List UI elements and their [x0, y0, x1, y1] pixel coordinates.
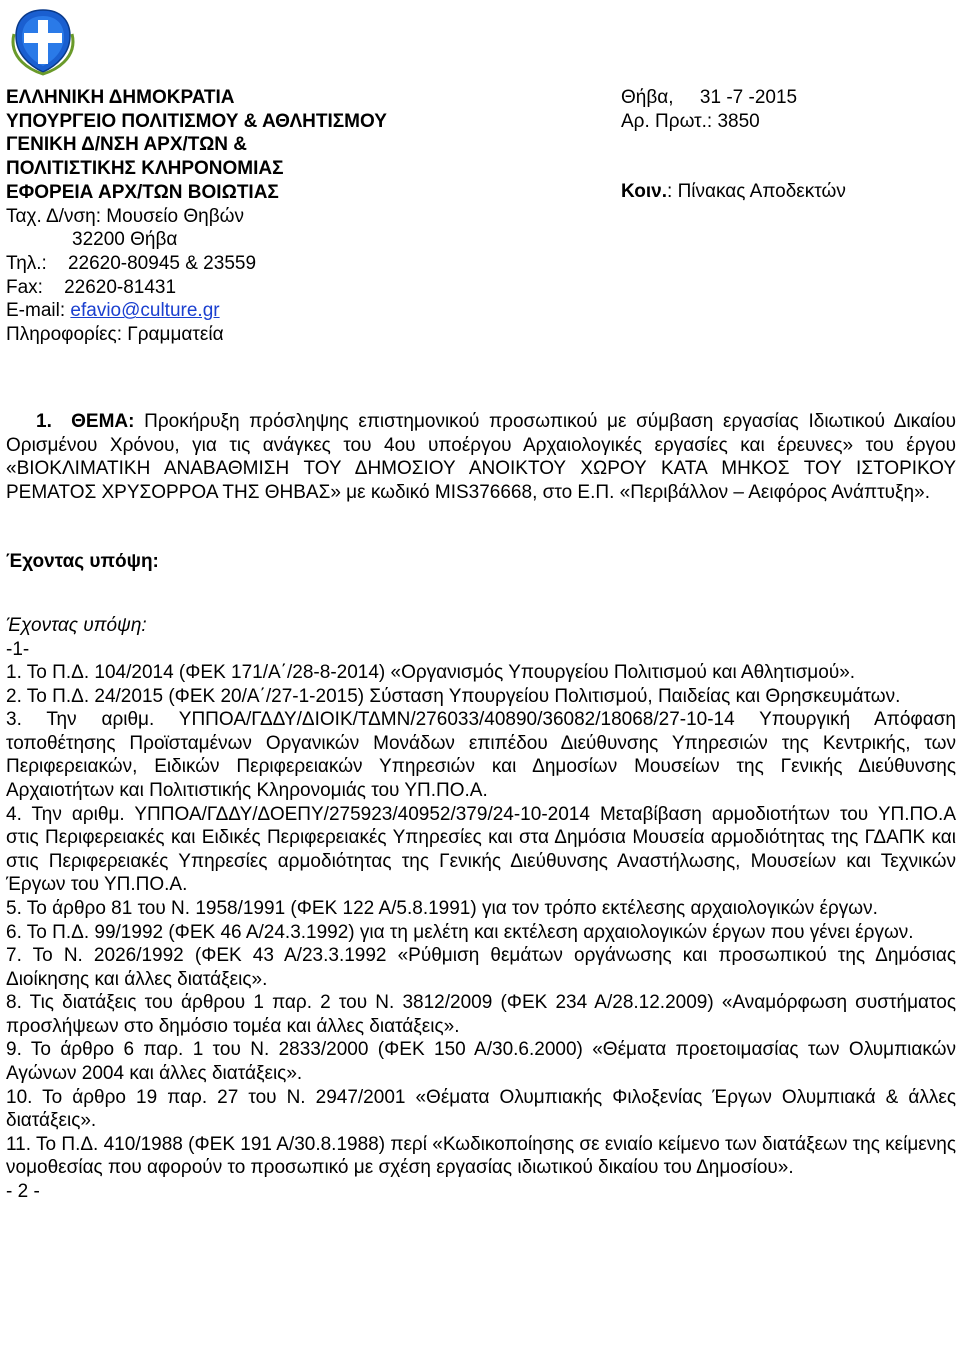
list-item: 9. Το άρθρο 6 παρ. 1 του Ν. 2833/2000 (ΦΕΚ 150 Α/30.6.2000) «Θέματα προετοιμασίας των Ολυμπιακών Αγώνων 2004 και άλλες διατάξεις».	[6, 1039, 956, 1084]
subject-paragraph	[6, 410, 956, 504]
postal-code: 32200 Θήβα	[72, 229, 178, 251]
ministry-name: ΥΠΟΥΡΓΕΙΟ ΠΟΛΙΤΙΣΜΟΥ & ΑΘΛΗΤΙΣΜΟΥ	[6, 110, 387, 132]
sender-block	[6, 86, 526, 347]
recipients-line	[621, 180, 951, 204]
list-item: 2. Το Π.Δ. 24/2015 (ΦΕΚ 20/Α΄/27-1-2015) Σύσταση Υπουργείου Πολιτισμού, Παιδείας και Θρησκευμάτων.	[6, 685, 901, 707]
phone-line: Τηλ.: 22620-80945 & 23559	[6, 252, 257, 274]
list-item: 11. Το Π.Δ. 410/1988 (ΦΕΚ 191 Α/30.8.1988) περί «Κωδικοποίησης σε ενιαίο κείμενο των διατάξεων της κείμενης νομοθεσίας που αφορούν το προσωπικό με σχέση εργασίας ιδιωτικού δικαίου του Δημοσίου».	[6, 1133, 956, 1179]
considering-heading: Έχοντας υπόψη:	[6, 551, 159, 572]
list-item: 5. Το άρθρο 81 του Ν. 1958/1991 (ΦΕΚ 122 Α/5.8.1991) για τον τρόπο εκτέλεσης αρχαιολογικών έργων.	[6, 897, 878, 919]
postal-address: Ταχ. Δ/νση: Μουσείο Θηβών	[6, 205, 244, 227]
recipients-label: Κοιν.	[621, 181, 668, 203]
country-name: ΕΛΛΗΝΙΚΗ ΔΗΜΟΚΡΑΤΙΑ	[6, 87, 235, 108]
considerations-list	[6, 614, 956, 1203]
email-link[interactable]: efavio@culture.gr	[70, 300, 220, 322]
subject-label: 1. ΘΕΜΑ:	[36, 411, 135, 432]
list-item: 1. Το Π.Δ. 104/2014 (ΦΕΚ 171/Α΄/28-8-2014) «Οργανισμός Υπουργείου Πολιτισμού και Αθλητισμού».	[6, 662, 856, 684]
page-marker: - 2 -	[6, 1180, 40, 1202]
recipients-value: : Πίνακας Αποδεκτών	[667, 181, 846, 203]
list-item: 8. Τις διατάξεις του άρθρου 1 παρ. 2 του Ν. 3812/2009 (ΦΕΚ 234 Α/28.12.2009) «Αναμόρφωση συστήματος προσλήψεων στο δημόσιο τομέα και άλλες διατάξεις».	[6, 992, 956, 1037]
subject-text: Προκήρυξη πρόσληψης επιστημονικού προσωπικού με σύμβαση εργασίας Ιδιωτικού Δικαίου Ορισμένου Χρόνου, για τις ανάγκες του 4ου υποέργου Αρχαιολογικές εργασίες και έρευνες» του έργου «ΒΙΟΚΛΙΜΑΤΙΚΗ ΑΝΑΒΑΘΜΙΣΗ ΤΟΥ ΔΗΜΟΣΙΟΥ ΑΝΟΙΚΤΟΥ ΧΩΡΟΥ ΚΑΤΑ ΜΗΚΟΣ ΤΟΥ ΙΣΤΟΡΙΚΟΥ ΡΕΜΑΤΟΣ ΧΡΥΣΟΡΡΟΑ ΤΗΣ ΘΗΒΑΣ» με κωδικό MIS376668, στο Ε.Π. «Περιβάλλον – Αειφόρος Ανάπτυξη».	[6, 411, 956, 503]
email-label: E-mail:	[6, 300, 71, 322]
list-item: 6. Το Π.Δ. 99/1992 (ΦΕΚ 46 Α/24.3.1992) για τη μελέτη και εκτέλεση αρχαιολογικών έργων που γένει έργων.	[6, 921, 914, 943]
info-line: Πληροφορίες: Γραμματεία	[6, 324, 224, 346]
directorate-line-2: ΠΟΛΙΤΙΣΤΙΚΗΣ ΚΛΗΡΟΝΟΜΙΑΣ	[6, 158, 284, 180]
list-item: 7. Το Ν. 2026/1992 (ΦΕΚ 43 Α/23.3.1992 «Ρύθμιση θεμάτων οργάνωσης και προσωπικού της Δημόσιας Διοίκησης και άλλες διατάξεις».	[6, 945, 956, 990]
list-item: 10. Το άρθρο 19 παρ. 27 του Ν. 2947/2001 «Θέματα Ολυμπιακής Φιλοξενίας Έργων Ολυμπιακά & άλλες διατάξεις».	[6, 1086, 956, 1132]
reference-block	[621, 86, 951, 204]
list-item: 3. Την αριθμ. ΥΠΠΟΑ/ΓΔΔΥ/ΔΙΟΙΚ/ΤΔΜΝ/276033/40890/36082/18068/27-10-14 Υπουργική Απόφαση τοποθέτησης Προϊσταμένων Οργανικών Μονάδων επιπέδου Διεύθυνσης Υπηρεσιών της Κεντρικής, των Περιφερειακών, Ειδικών Περιφερειακών Υπηρεσιών και Δημοσίων Μουσείων της Γενικής Διεύθυνσης Αρχαιοτήτων και Πολιτιστικής Κληρονομιάς του ΥΠ.ΠΟ.Α.	[6, 709, 956, 802]
greek-emblem-icon	[8, 6, 78, 76]
protocol-number: Αρ. Πρωτ.: 3850	[621, 110, 760, 132]
page-marker: -1-	[6, 638, 30, 660]
considering-subheading: Έχοντας υπόψη:	[6, 615, 147, 636]
list-item: 4. Την αριθμ. ΥΠΠΟΑ/ΓΔΔΥ/ΔΟΕΠΥ/275923/40952/379/24-10-2014 Μεταβίβαση αρμοδιοτήτων του ΥΠ.ΠΟ.Α στις Περιφερειακές και Ειδικές Περιφερειακές Υπηρεσίες και στα Δημόσια Μουσεία αρμοδιότητας της ΓΔΑΠΚ και στις Περιφερειακές Υπηρεσίες αρμοδιότητας της Γενικής Διεύθυνσης Αναστήλωσης, Μουσείων και Τεχνικών Έργων του ΥΠ.ΠΟ.Α.	[6, 803, 956, 896]
document-date: Θήβα, 31 -7 -2015	[621, 87, 798, 108]
ephorate-name: ΕΦΟΡΕΙΑ ΑΡΧ/ΤΩΝ ΒΟΙΩΤΙΑΣ	[6, 181, 279, 203]
directorate-line-1: ΓΕΝΙΚΗ Δ/ΝΣΗ ΑΡΧ/ΤΩΝ &	[6, 134, 248, 156]
fax-line: Fax: 22620-81431	[6, 276, 177, 298]
email-line	[6, 299, 526, 323]
